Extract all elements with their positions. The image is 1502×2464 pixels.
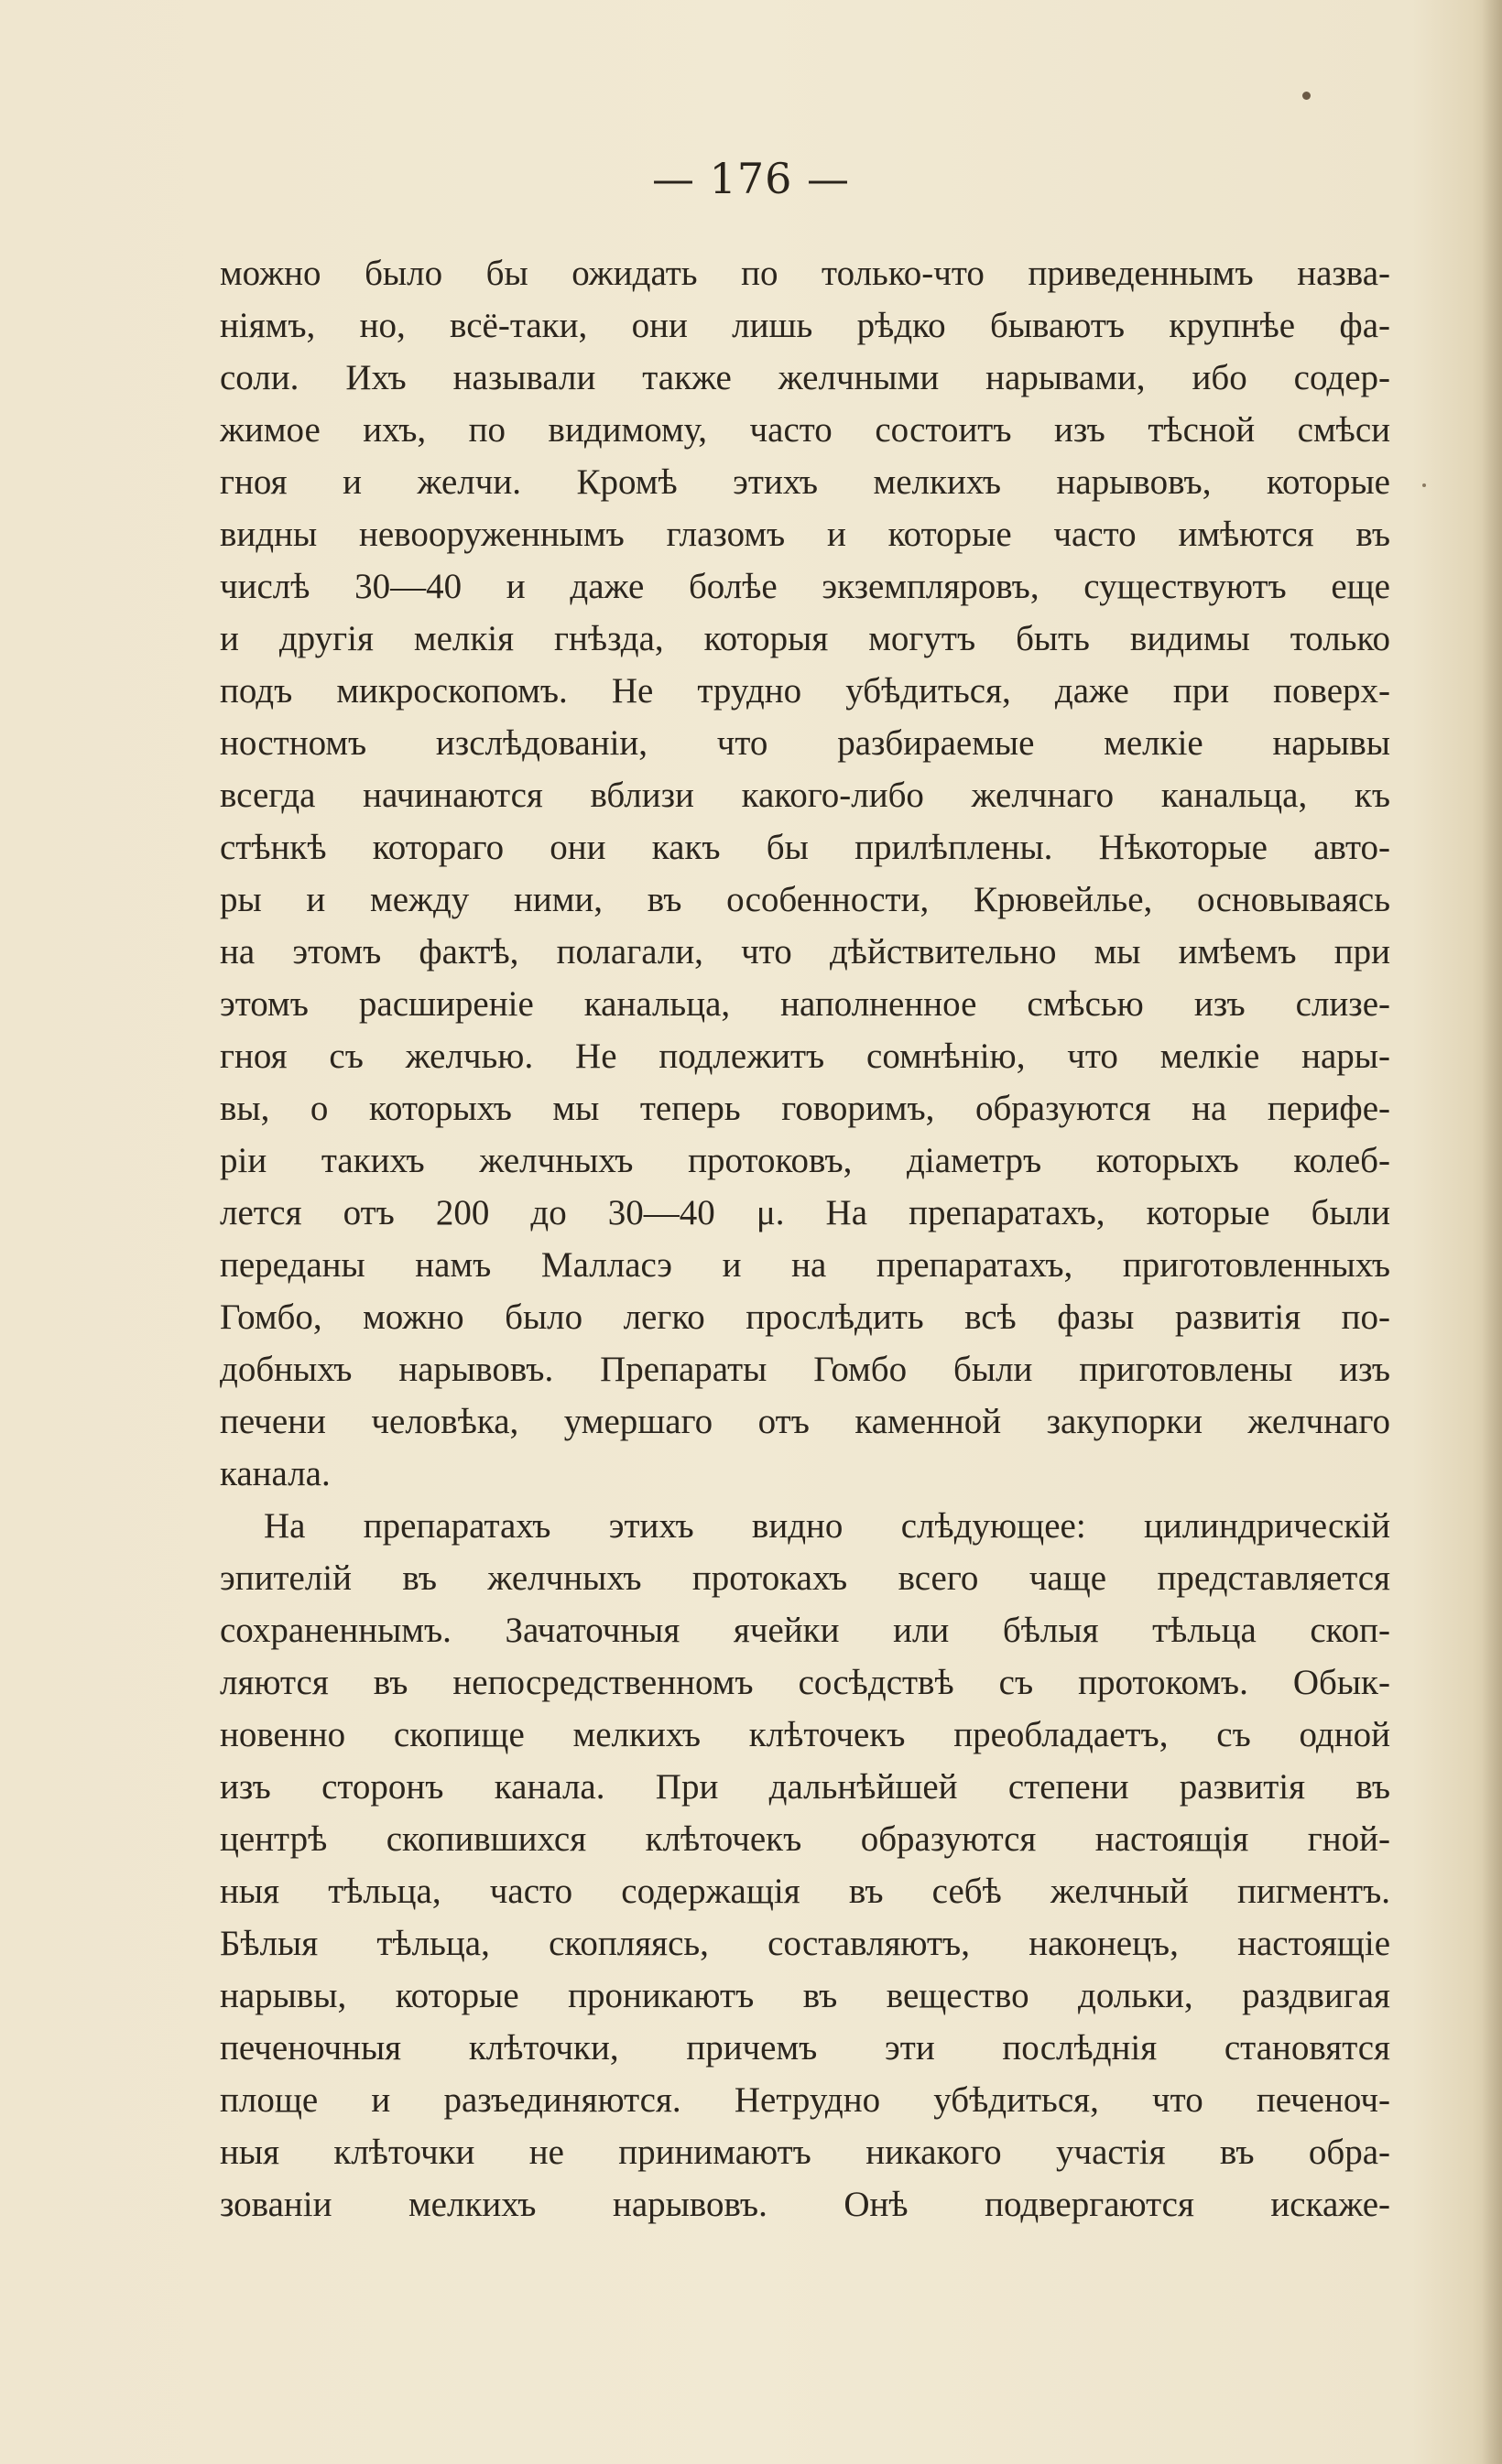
text-line: вы, о которыхъ мы теперь говоримъ, образуются на перифе- xyxy=(220,1089,1390,1128)
text-line: видны невооруженнымъ глазомъ и которые часто имѣются въ xyxy=(220,515,1390,554)
text-line: зованіи мелкихъ нарывовъ. Онѣ подвергаются искаже- xyxy=(220,2185,1390,2224)
text-line: Гомбо, можно было легко прослѣдить всѣ фазы развитія по- xyxy=(220,1297,1390,1337)
margin-mark xyxy=(1422,483,1426,487)
text-line: печеночныя клѣточки, причемъ эти послѣднія становятся xyxy=(220,2028,1390,2068)
text-line: этомъ расширеніе канальца, наполненное смѣсью изъ слизе- xyxy=(220,984,1390,1024)
text-line: канала. xyxy=(220,1454,331,1493)
text-line: переданы намъ Малласэ и на препаратахъ, приготовленныхъ xyxy=(220,1245,1390,1285)
text-line: печени человѣка, умершаго отъ каменной закупорки желчнаго xyxy=(220,1402,1390,1441)
text-line: всегда начинаются вблизи какого-либо желчнаго канальца, къ xyxy=(220,776,1390,815)
page-edge-shadow xyxy=(1482,0,1502,2464)
text-line: На препаратахъ этихъ видно слѣдующее: цилиндрическій xyxy=(264,1506,1390,1546)
text-line: сохраненнымъ. Зачаточныя ячейки или бѣлыя тѣльца скоп- xyxy=(220,1611,1390,1650)
text-line: Бѣлыя тѣльца, скопляясь, составляютъ, наконецъ, настоящіе xyxy=(220,1924,1390,1963)
text-line: эпителій въ желчныхъ протокахъ всего чаще представляется xyxy=(220,1558,1390,1598)
text-line: лется отъ 200 до 30—40 μ. На препаратахъ, которые были xyxy=(220,1193,1390,1232)
text-line: площе и разъединяются. Нетрудно убѣдиться, что печеноч- xyxy=(220,2080,1390,2120)
text-line: жимое ихъ, по видимому, часто состоитъ изъ тѣсной смѣси xyxy=(220,410,1390,450)
text-line: гноя съ желчью. Не подлежитъ сомнѣнію, что мелкіе нары- xyxy=(220,1037,1390,1076)
text-line: новенно скопище мелкихъ клѣточекъ преобладаетъ, съ одной xyxy=(220,1715,1390,1754)
text-line: можно было бы ожидать по только-что приведеннымъ назва- xyxy=(220,254,1390,293)
text-line: нарывы, которые проникаютъ въ вещество дольки, раздвигая xyxy=(220,1976,1390,2015)
text-line: на этомъ фактѣ, полагали, что дѣйствительно мы имѣемъ при xyxy=(220,932,1390,971)
text-line: и другія мелкія гнѣзда, которыя могутъ быть видимы только xyxy=(220,619,1390,658)
text-line: числѣ 30—40 и даже болѣе экземпляровъ, существуютъ еще xyxy=(220,567,1390,606)
text-line: ныя тѣльца, часто содержащія въ себѣ желчный пигментъ. xyxy=(220,1872,1390,1911)
text-line: гноя и желчи. Кромѣ этихъ мелкихъ нарывовъ, которые xyxy=(220,462,1390,502)
ink-spot xyxy=(1302,92,1311,100)
text-line: ніямъ, но, всё-таки, они лишь рѣдко бываютъ крупнѣе фа- xyxy=(220,306,1390,345)
text-line: ностномъ изслѣдованіи, что разбираемые мелкіе нарывы xyxy=(220,723,1390,763)
text-line: добныхъ нарывовъ. Препараты Гомбо были приготовлены изъ xyxy=(220,1350,1390,1389)
page-number: — 176 — xyxy=(651,154,851,203)
text-line: стѣнкѣ котораго они какъ бы прилѣплены. Нѣкоторые авто- xyxy=(220,828,1390,867)
text-line: подъ микроскопомъ. Не трудно убѣдиться, даже при поверх- xyxy=(220,671,1390,711)
text-line: ляются въ непосредственномъ сосѣдствѣ съ протокомъ. Обык- xyxy=(220,1663,1390,1702)
body-text xyxy=(220,247,1390,2231)
text-line: ныя клѣточки не принимаютъ никакого участія въ обра- xyxy=(220,2133,1390,2172)
text-line: центрѣ скопившихся клѣточекъ образуются настоящія гной- xyxy=(220,1819,1390,1859)
text-line: соли. Ихъ называли также желчными нарывами, ибо содер- xyxy=(220,358,1390,397)
text-line: ріи такихъ желчныхъ протоковъ, діаметръ которыхъ колеб- xyxy=(220,1141,1390,1180)
text-line: ры и между ними, въ особенности, Крювейлье, основываясь xyxy=(220,880,1390,919)
text-line: изъ сторонъ канала. При дальнѣйшей степени развитія въ xyxy=(220,1767,1390,1807)
